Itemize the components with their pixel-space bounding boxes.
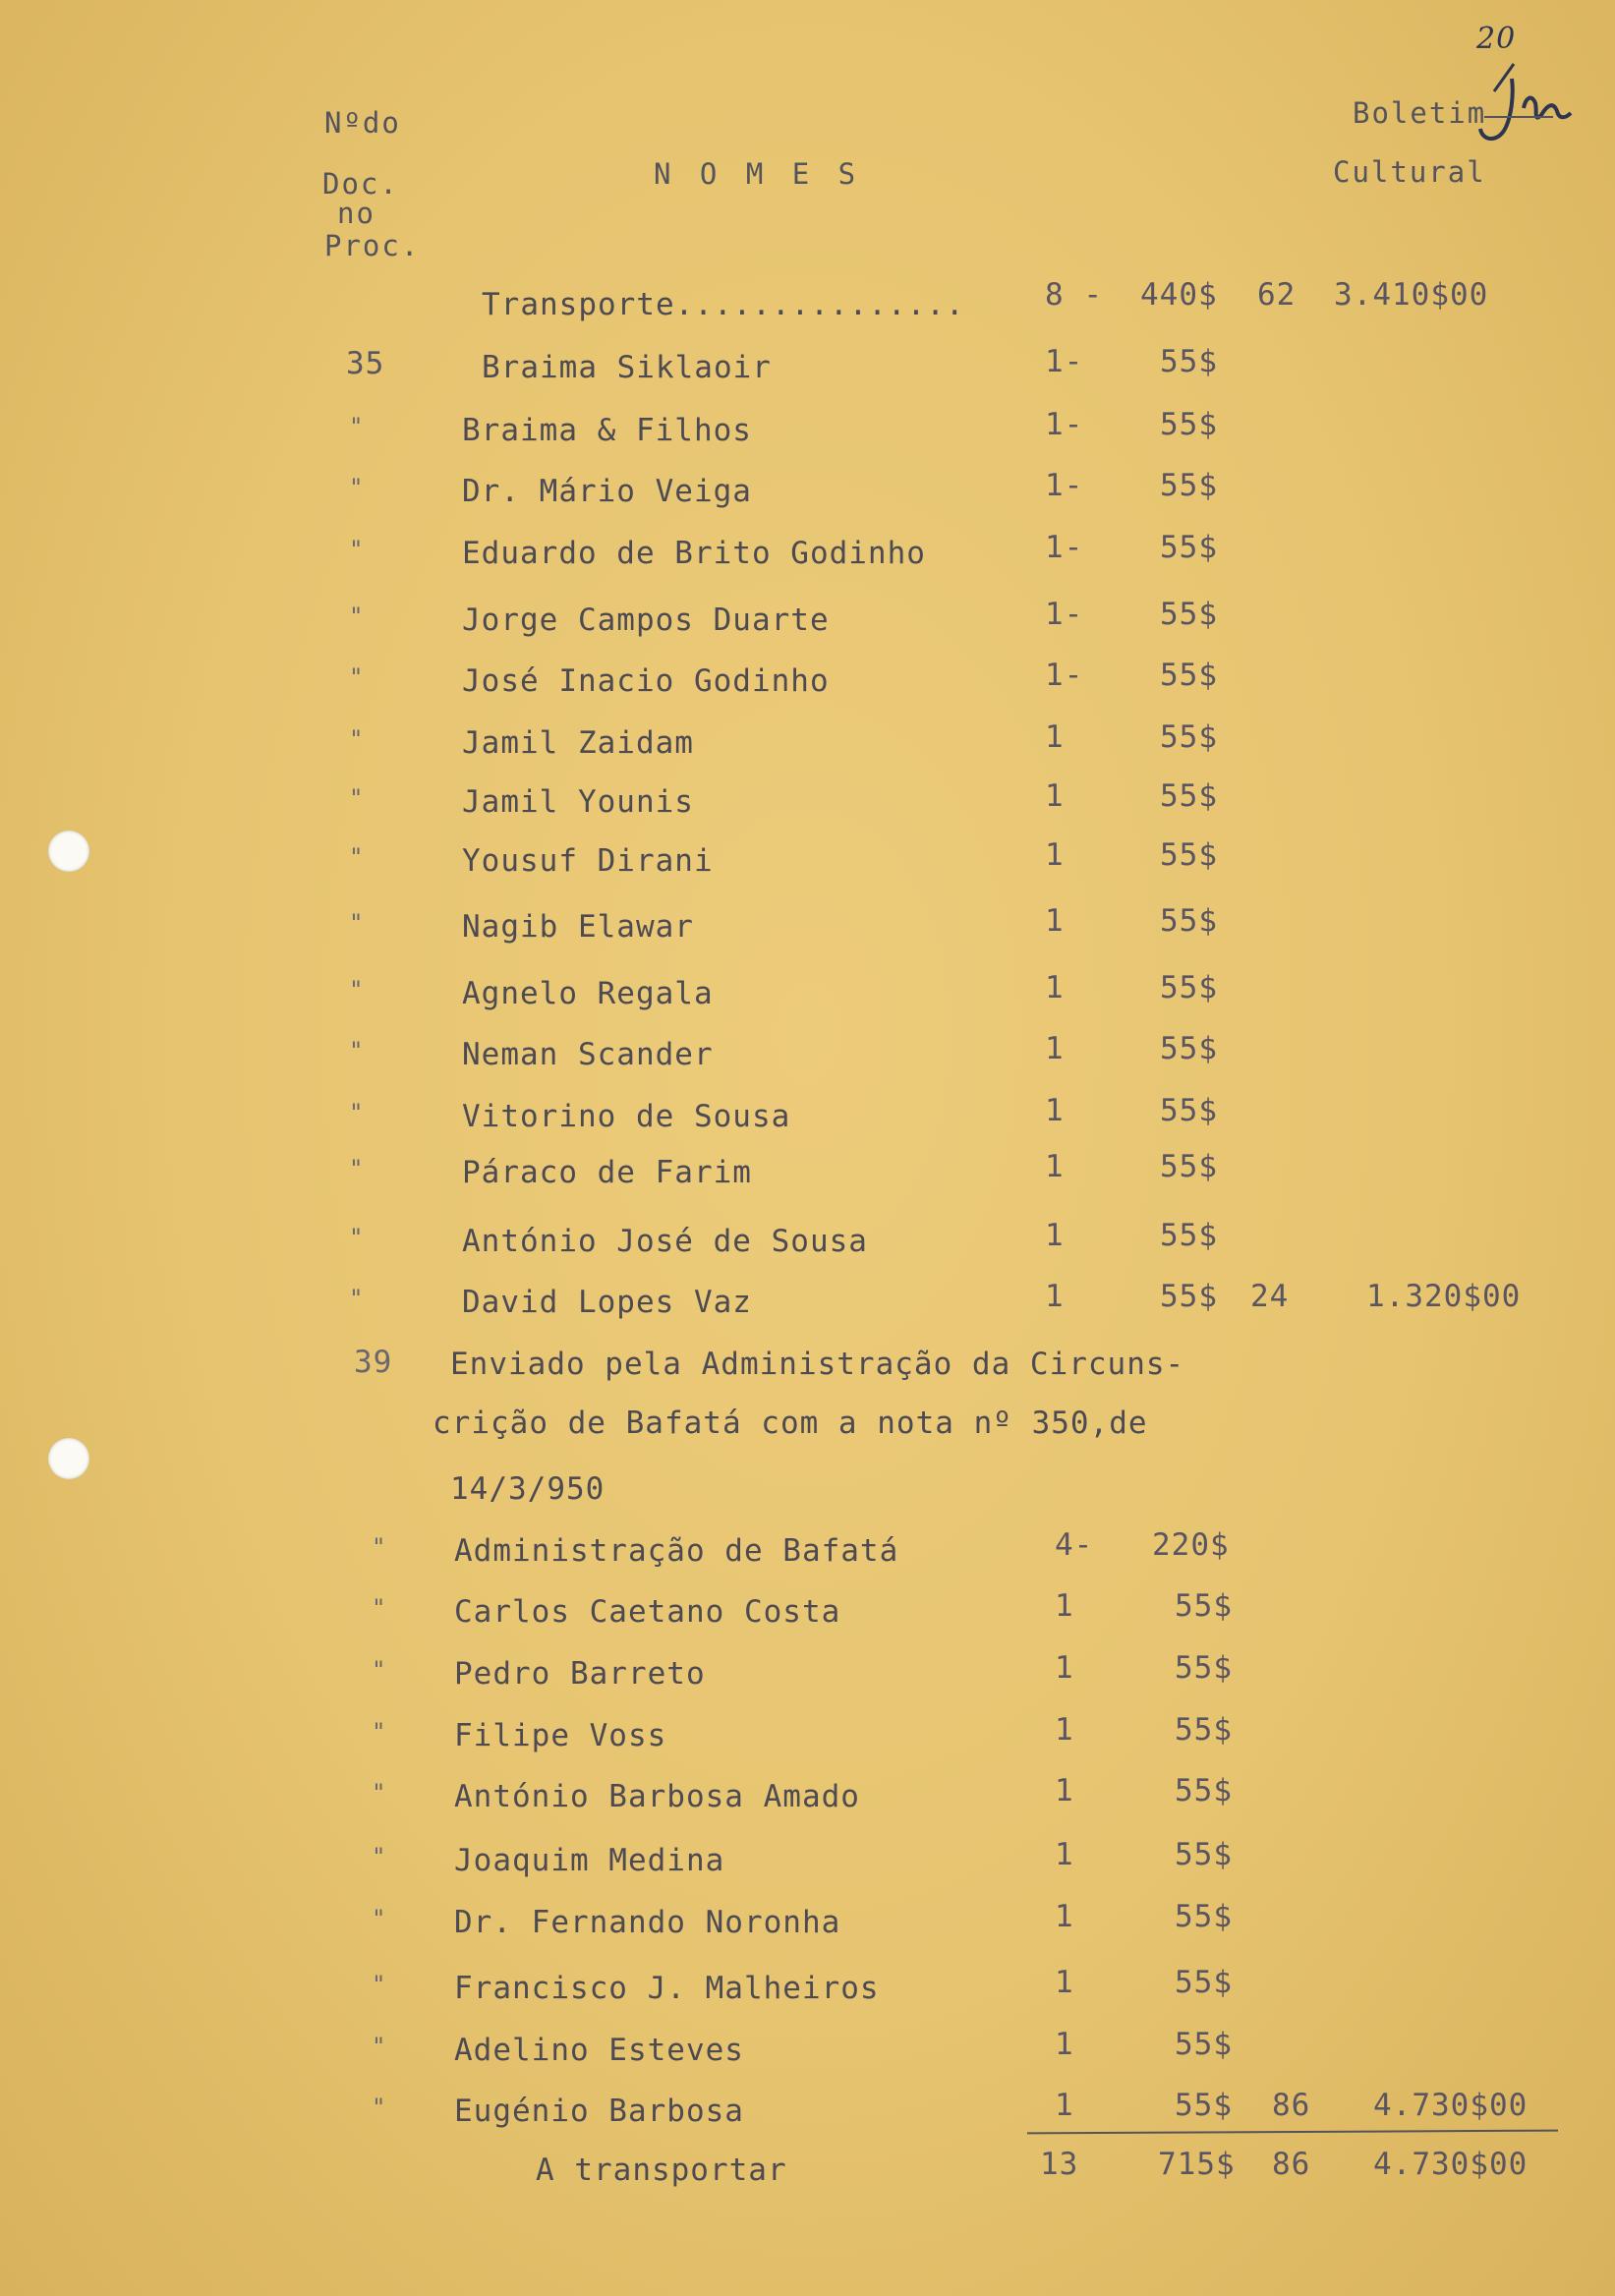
- entry-name: Eugénio Barbosa: [454, 2094, 744, 2129]
- entry-name: Nagib Elawar: [462, 909, 694, 945]
- entry-amount: 55$: [1175, 2088, 1233, 2123]
- entry-doc: ": [372, 1718, 387, 1746]
- entry-doc: ": [349, 843, 365, 871]
- note-line-3: 14/3/950: [450, 1471, 606, 1507]
- entry-doc: ": [349, 725, 365, 753]
- entry-doc: ": [349, 474, 365, 501]
- entry-doc: ": [349, 536, 365, 563]
- entry-qty: 1: [1045, 1093, 1065, 1128]
- entry-amount: 55$: [1160, 778, 1218, 814]
- entry-doc: ": [349, 1155, 365, 1182]
- entry-doc: ": [349, 663, 365, 691]
- transporte-amount: 440$: [1140, 277, 1218, 313]
- entry-count: 24: [1250, 1279, 1290, 1314]
- entry-name: Yousuf Dirani: [462, 843, 714, 879]
- note-line-1: Enviado pela Administração da Circuns-: [450, 1347, 1185, 1382]
- entry-name: Jorge Campos Duarte: [462, 603, 830, 638]
- entry-qty: 1: [1045, 719, 1065, 755]
- boletim-box-line: [1484, 116, 1553, 118]
- entry-name: Dr. Mário Veiga: [462, 474, 752, 509]
- entry-qty: 1-: [1045, 468, 1084, 503]
- entry-qty: 1: [1045, 1149, 1065, 1184]
- entry-name: Administração de Bafatá: [454, 1533, 899, 1569]
- entry-doc: ": [372, 1656, 387, 1684]
- entry-qty: 1: [1045, 970, 1065, 1005]
- entry-amount: 55$: [1175, 1588, 1233, 1624]
- entry-doc: 35: [346, 346, 385, 381]
- entry-name: Pedro Barreto: [454, 1656, 706, 1692]
- entry-name: Carlos Caetano Costa: [454, 1594, 841, 1630]
- entry-qty: 1: [1045, 1279, 1065, 1314]
- entry-doc: ": [372, 2094, 387, 2121]
- entry-name: Dr. Fernando Noronha: [454, 1905, 841, 1940]
- header-doc-no-2: Doc.: [322, 167, 399, 201]
- entry-amount: 55$: [1160, 658, 1218, 693]
- entry-name: Francisco J. Malheiros: [454, 1971, 880, 2006]
- a-transportar-qty: 13: [1040, 2147, 1079, 2182]
- entry-amount: 55$: [1160, 344, 1218, 379]
- entry-doc: ": [349, 784, 365, 812]
- entry-doc: ": [349, 976, 365, 1004]
- entry-amount: 55$: [1160, 1093, 1218, 1128]
- entry-amount: 55$: [1175, 1712, 1233, 1748]
- header-boletim: Boletim: [1353, 96, 1487, 130]
- a-transportar-amount: 715$: [1158, 2147, 1236, 2182]
- transporte-total: 3.410$00: [1334, 277, 1489, 313]
- signature-initials: [1474, 54, 1583, 162]
- entry-doc: ": [372, 1594, 387, 1622]
- entry-qty: 1: [1055, 1588, 1074, 1624]
- punch-hole-bottom: [48, 1438, 89, 1479]
- entry-qty: 1: [1045, 778, 1065, 814]
- entry-doc: ": [372, 1971, 387, 1998]
- entry-name: Braima Siklaoir: [482, 350, 772, 385]
- transporte-qty: 8 -: [1045, 277, 1103, 313]
- entry-doc: ": [372, 1905, 387, 1932]
- entry-qty: 1-: [1045, 530, 1084, 565]
- entry-amount: 220$: [1152, 1527, 1230, 1563]
- entry-name: David Lopes Vaz: [462, 1285, 752, 1320]
- entry-name: Vitorino de Sousa: [462, 1099, 791, 1134]
- entry-doc: ": [349, 413, 365, 440]
- entry-name: Adelino Esteves: [454, 2033, 744, 2068]
- entry-name: Jamil Zaidam: [462, 725, 694, 761]
- entry-qty: 1: [1045, 903, 1065, 939]
- entry-qty: 1-: [1045, 658, 1084, 693]
- entry-name: Neman Scander: [462, 1037, 714, 1072]
- transporte-label: Transporte...............: [482, 287, 965, 322]
- entry-doc: ": [349, 1285, 365, 1312]
- entry-amount: 55$: [1175, 1773, 1233, 1808]
- entry-doc: ": [372, 1533, 387, 1561]
- entry-amount: 55$: [1175, 2027, 1233, 2062]
- entry-name: António Barbosa Amado: [454, 1779, 860, 1814]
- handwritten-page-number: 20: [1476, 22, 1517, 56]
- entry-name: Agnelo Regala: [462, 976, 714, 1011]
- entry-amount: 55$: [1175, 1965, 1233, 2000]
- transporte-count: 62: [1257, 277, 1297, 313]
- entry-qty: 1: [1055, 2088, 1074, 2123]
- entry-name: José Inacio Godinho: [462, 663, 830, 699]
- note-line-2: crição de Bafatá com a nota nº 350,de: [433, 1406, 1148, 1441]
- entry-qty: 1: [1055, 1899, 1074, 1934]
- header-doc-no-4: Proc.: [324, 229, 421, 262]
- header-names: N O M E S: [654, 157, 862, 191]
- entry-name: Filipe Voss: [454, 1718, 667, 1753]
- entry-qty: 1: [1055, 1712, 1074, 1748]
- entry-qty: 1: [1055, 1965, 1074, 2000]
- entry-doc: ": [349, 909, 365, 937]
- sum-underline: [1027, 2130, 1558, 2135]
- entry-amount: 55$: [1160, 1149, 1218, 1184]
- entry-amount: 55$: [1160, 719, 1218, 755]
- entry-doc: ": [349, 1037, 365, 1064]
- entry-amount: 55$: [1160, 903, 1218, 939]
- entry-amount: 55$: [1160, 1031, 1218, 1066]
- entry-qty: 1-: [1045, 597, 1084, 632]
- note-doc-number: 39: [354, 1345, 393, 1380]
- header-cultural: Cultural: [1333, 155, 1486, 189]
- entry-amount: 55$: [1160, 970, 1218, 1005]
- entry-total: 4.730$00: [1373, 2088, 1528, 2123]
- entry-amount: 55$: [1175, 1650, 1233, 1686]
- entry-name: Eduardo de Brito Godinho: [462, 536, 926, 571]
- entry-name: Joaquim Medina: [454, 1843, 725, 1878]
- entry-qty: 1-: [1045, 344, 1084, 379]
- entry-qty: 4-: [1055, 1527, 1094, 1563]
- entry-amount: 55$: [1160, 597, 1218, 632]
- punch-hole-top: [48, 831, 89, 872]
- entry-doc: ": [349, 1224, 365, 1251]
- entry-qty: 1: [1045, 1031, 1065, 1066]
- entry-qty: 1: [1055, 1773, 1074, 1808]
- entry-amount: 55$: [1160, 1279, 1218, 1314]
- a-transportar-count: 86: [1272, 2147, 1311, 2182]
- a-transportar-total: 4.730$00: [1373, 2147, 1528, 2182]
- entry-total: 1.320$00: [1366, 1279, 1522, 1314]
- entry-doc: ": [349, 603, 365, 630]
- entry-qty: 1: [1055, 1650, 1074, 1686]
- entry-qty: 1: [1055, 1837, 1074, 1872]
- entry-amount: 55$: [1160, 407, 1218, 442]
- entry-amount: 55$: [1175, 1837, 1233, 1872]
- entry-name: Braima & Filhos: [462, 413, 752, 448]
- entry-amount: 55$: [1160, 837, 1218, 873]
- header-doc-no-3: no: [337, 197, 375, 230]
- entry-qty: 1-: [1045, 407, 1084, 442]
- entry-amount: 55$: [1160, 1218, 1218, 1253]
- entry-doc: ": [372, 1779, 387, 1807]
- entry-name: António José de Sousa: [462, 1224, 868, 1259]
- header-doc-no-1: Nºdo: [324, 106, 401, 140]
- entry-doc: ": [372, 2033, 387, 2060]
- entry-qty: 1: [1055, 2027, 1074, 2062]
- entry-qty: 1: [1045, 1218, 1065, 1253]
- entry-doc: ": [349, 1099, 365, 1126]
- entry-doc: ": [372, 1843, 387, 1870]
- entry-name: Jamil Younis: [462, 784, 694, 820]
- entry-qty: 1: [1045, 837, 1065, 873]
- a-transportar-label: A transportar: [536, 2152, 787, 2188]
- entry-amount: 55$: [1175, 1899, 1233, 1934]
- entry-count: 86: [1272, 2088, 1311, 2123]
- entry-name: Páraco de Farim: [462, 1155, 752, 1190]
- entry-amount: 55$: [1160, 468, 1218, 503]
- entry-amount: 55$: [1160, 530, 1218, 565]
